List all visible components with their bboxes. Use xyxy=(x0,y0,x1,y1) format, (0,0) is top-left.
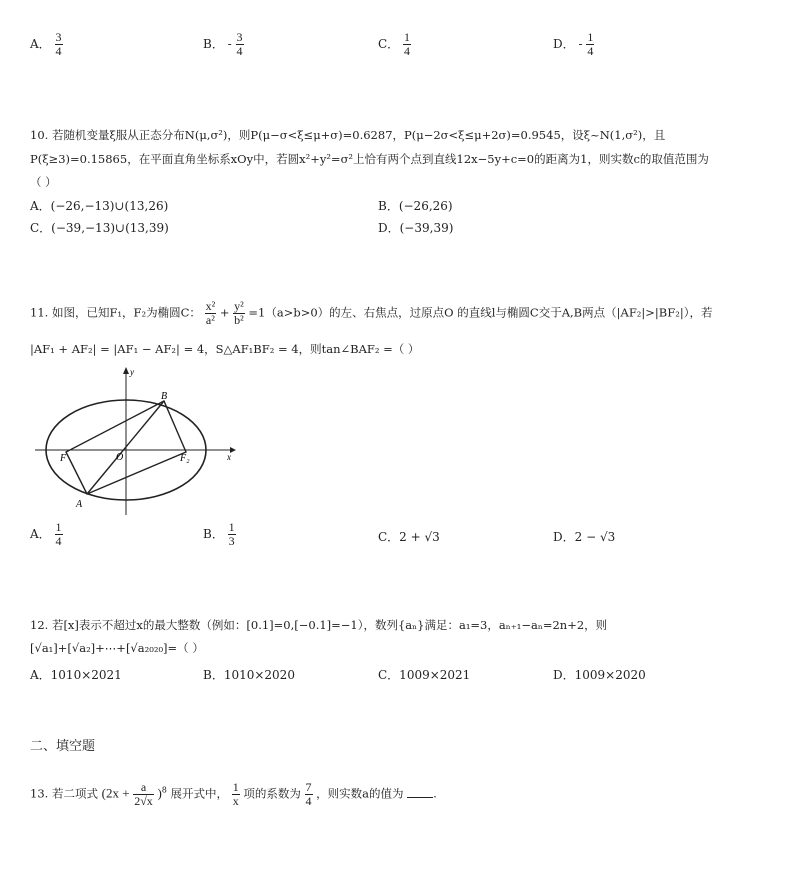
fraction: $\frac{\text{y²}}{\text{b²}}$ xyxy=(234,299,244,327)
fraction: $\frac{\text{x²}}{\text{a²}}$ xyxy=(205,299,216,327)
fraction: $\frac{a}{2√x}$ xyxy=(134,780,153,808)
q12-stem-line1: 12. 若[x]表示不超过x的最大整数（例如：[0.1]=0,[−0.1]=−1），数列{aₙ}满足：a₁=3，aₙ₊₁−aₙ=2n+2，则 xyxy=(30,618,608,632)
fraction: $\frac{1}{x}$ xyxy=(232,780,239,808)
q11-option-c[interactable]: C．2 + √3 xyxy=(378,530,440,544)
q9-option-c[interactable]: C． $\frac{1}{4}$ xyxy=(378,30,411,58)
label-a: A xyxy=(76,499,83,510)
q9-option-b[interactable]: B． - $\frac{3}{4}$ xyxy=(203,30,243,58)
q10-option-b[interactable]: B．(−26,26) xyxy=(378,199,453,213)
answer-blank[interactable] xyxy=(407,787,433,798)
fraction: $\frac{1}{3}$ xyxy=(228,520,235,548)
q9-option-a[interactable]: A． $\frac{3}{4}$ xyxy=(30,30,62,58)
section-heading: 二、填空题 xyxy=(30,739,96,754)
y-axis-arrow xyxy=(123,367,129,374)
q10-option-c[interactable]: C．(−39,−13)∪(13,39) xyxy=(30,221,169,235)
fraction: $\frac{7}{4}$ xyxy=(305,780,312,808)
q11-option-a[interactable]: A． $\frac{1}{4}$ xyxy=(30,520,62,548)
label-y: y xyxy=(130,367,134,377)
label-f2: F₂ xyxy=(180,453,190,464)
q10-answer-bracket: （ ） xyxy=(30,175,57,189)
q12-option-a[interactable]: A．1010×2021 xyxy=(30,668,122,682)
q11-option-d[interactable]: D．2 − √3 xyxy=(553,530,616,544)
q12-option-c[interactable]: C．1009×2021 xyxy=(378,668,471,682)
label-b: B xyxy=(161,391,168,402)
fraction: $\frac{3}{4}$ xyxy=(55,30,62,58)
q11-stem-line2: |AF₁ + AF₂| = |AF₁ − AF₂| = 4，S△AF₁BF₂ = 4，则tan∠BAF₂ =（ ） xyxy=(30,342,420,356)
label-x: x xyxy=(227,452,231,462)
ellipse-figure xyxy=(30,365,250,517)
q10-option-d[interactable]: D．(−39,39) xyxy=(378,221,454,235)
q12-option-d[interactable]: D．1009×2020 xyxy=(553,668,646,682)
q10-option-a[interactable]: A．(−26,−13)∪(13,26) xyxy=(30,199,169,213)
fraction: $\frac{3}{4}$ xyxy=(236,30,243,58)
q11-stem-line1: 11. 如图，已知F₁，F₂为椭圆C： $\frac{\text{x²}}{\text{a²}}$ + $\frac{\text{y²}}{\text{b²}}$ =1（a>b>0）的左、右焦点，过原点O 的直线l与椭圆C交于A,B两点（|AF₂|>|BF₂|），若 xyxy=(30,299,713,327)
fraction: $\frac{1}{4}$ xyxy=(55,520,62,548)
fraction: $\frac{1}{4}$ xyxy=(404,30,411,58)
label-o: O xyxy=(116,452,124,463)
q10-stem-line2: P(ξ≥3)=0.15865，在平面直角坐标系xOy中，若圆x²+y²=σ²上恰有两个点到直线12x−5y+c=0的距离为1，则实数c的取值范围为 xyxy=(30,152,709,166)
q11-option-b[interactable]: B． $\frac{1}{3}$ xyxy=(203,520,235,548)
fraction: $\frac{1}{4}$ xyxy=(587,30,594,58)
q9-option-d[interactable]: D． - $\frac{1}{4}$ xyxy=(553,30,594,58)
q12-stem-line2: [√a₁]+[√a₂]+⋯+[√a₂₀₂₀]=（ ） xyxy=(30,641,204,655)
label-f1: F xyxy=(60,453,67,464)
q12-option-b[interactable]: B．1010×2020 xyxy=(203,668,295,682)
q13-stem: 13. 若二项式 (2x + $\frac{a}{2√x}$ )$^8$ 展开式中， $\frac{1}{x}$ 项的系数为 $\frac{7}{4}$ ，则实数a的值为 . xyxy=(30,780,437,808)
q10-stem-line1: 10. 若随机变量ξ服从正态分布N(μ,σ²)，则P(μ−σ<ξ≤μ+σ)=0.6287，P(μ−2σ<ξ≤μ+2σ)=0.9545，设ξ~N(1,σ²)，且 xyxy=(30,128,666,142)
